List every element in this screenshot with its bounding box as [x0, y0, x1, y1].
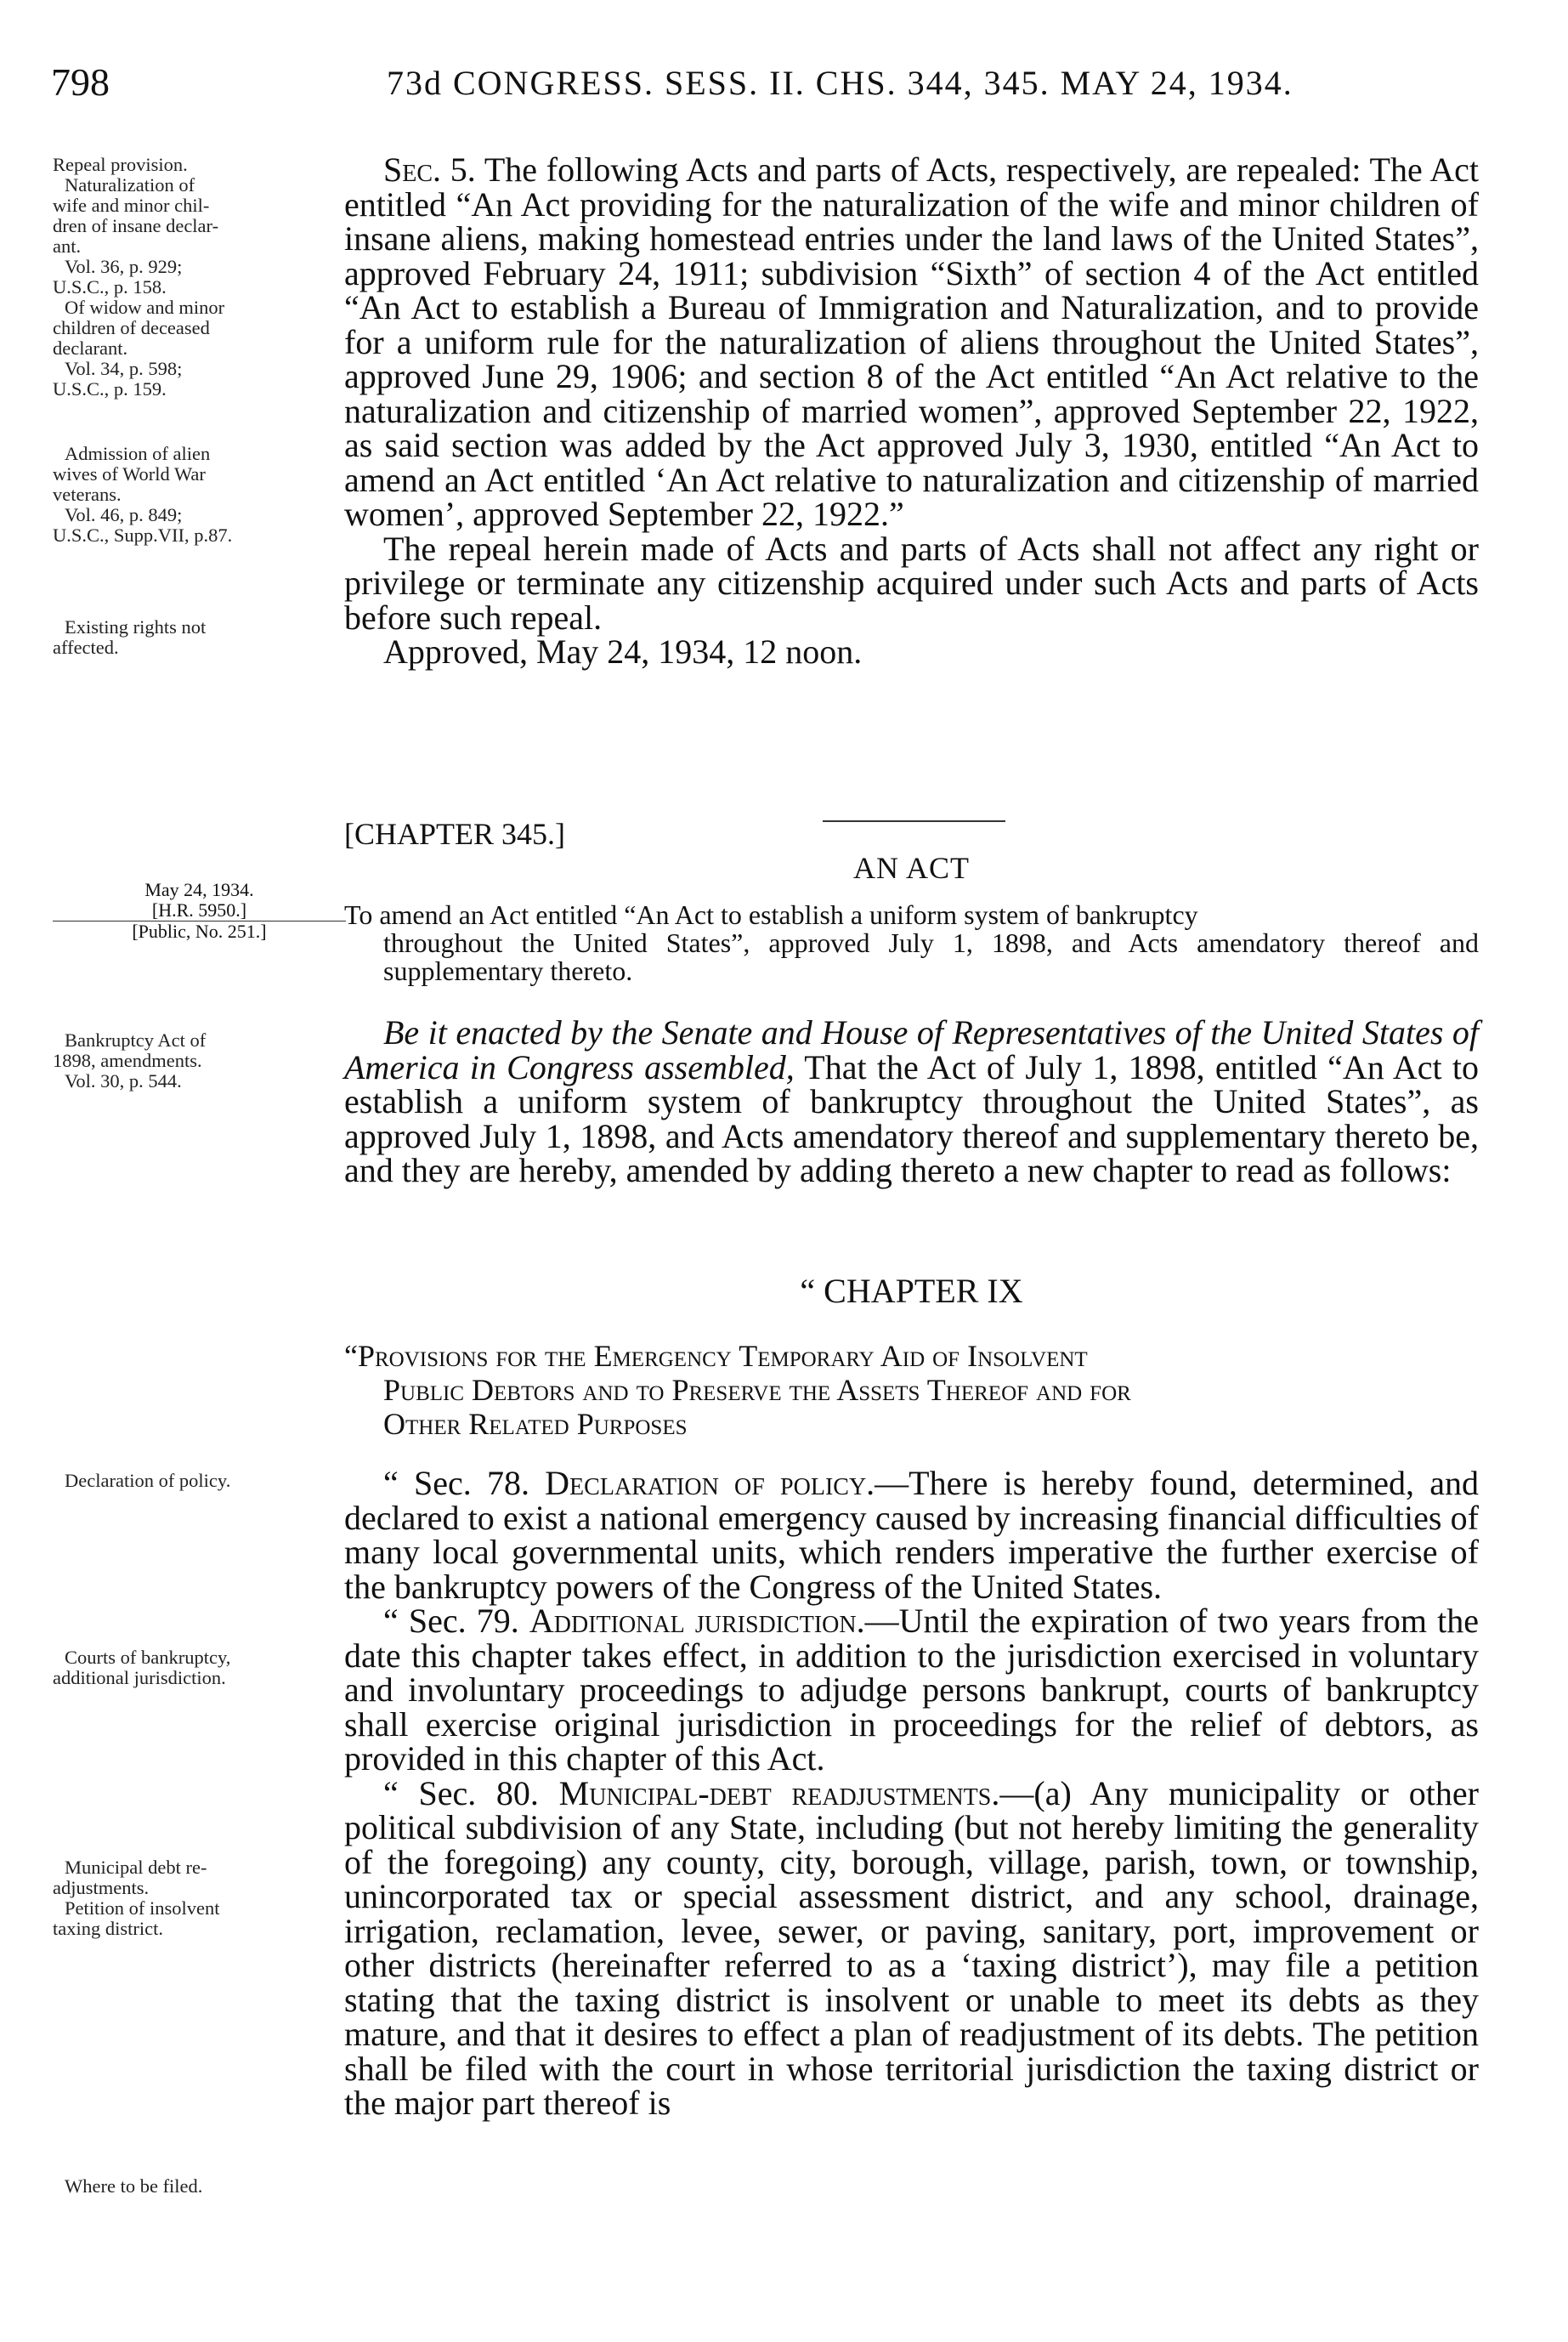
pub-hr-number: [H.R. 5950.] [53, 900, 346, 921]
margin-note-line: Where to be filed. [65, 2175, 203, 2197]
margin-note-line: affected. [53, 637, 119, 658]
margin-note-line: Repeal provision. [53, 154, 188, 175]
margin-note-line: wives of World War [53, 463, 206, 485]
margin-note-line: taxing district. [53, 1918, 163, 1939]
enacting-text: That the Act of July 1, 1898, entitled “An Act to establish a uniform system of bankruptcy throughout the United States”, as approved July 1, 1898, and Acts amendatory thereof and supplementary thereto be, and they are hereby, amended by adding thereto a new chapter to read as follows: [344, 1047, 1479, 1189]
margin-notes-policy [53, 1471, 346, 1491]
publication-info [53, 880, 346, 942]
margin-note-line: Courts of bankruptcy, [65, 1647, 231, 1668]
chapter-ix-title-line-3: Other Related Purposes [383, 1407, 688, 1441]
margin-note-line: Vol. 46, p. 849; [65, 504, 183, 525]
margin-notes-repeal [53, 155, 346, 400]
chapter-label: [CHAPTER 345.] [344, 817, 565, 851]
margin-notes-existing [53, 617, 346, 658]
margin-note-line: Of widow and minor [65, 297, 225, 318]
section-body: The following Acts and parts of Acts, respectively, are repealed: The Act entitled “An Act providing for the naturalization of the wife and minor children of insane aliens, making homestead entries under the land laws of the United States”, approved February 24, 1911; subdivision “Sixth” of section 4 of the Act entitled “An Act to establish a Bureau of Immigration and Naturalization, and to provide for a uniform rule for the naturalization of aliens throughout the United States”, approved June 29, 1906; and section 8 of the Act entitled “An Act relative to the naturalization and citizenship of married women”, approved September 22, 1922, as said section was added by the Act approved July 3, 1930, entitled “An Act to amend an Act entitled ‘An Act relative to naturalization and citizenship of married women’, approved September 22, 1922.” [344, 150, 1480, 533]
section-79-title: Additional jurisdiction. [529, 1602, 865, 1640]
margin-note-line: Declaration of policy. [65, 1470, 231, 1491]
chapter-ix-title-line-1: “Provisions for the Emergency Temporary Aid of Insolvent [344, 1339, 1088, 1373]
section-78 [344, 1466, 1479, 1604]
section-79-body: —Until the expiration of two years from the date this chapter takes effect, in addition to the jurisdiction exercised in voluntary and involuntary proceedings to adjudge persons bankrupt, courts of bankruptcy shall exercise original jurisdiction in proceedings for the relief of debtors, as provided in this chapter of this Act. [344, 1602, 1480, 1778]
margin-notes-where [53, 2176, 346, 2197]
enacting-formula: Be it enacted by the Senate and House of Representatives of the United States of America in Congress assembled, [344, 1013, 1479, 1086]
page-number: 798 [51, 60, 110, 104]
margin-note-line: Admission of alien [65, 443, 211, 464]
section-78-body: —There is hereby found, determined, and declared to exist a national emergency caused by increasing financial difficulties of many local governmental units, which renders imperative the further exercise of the bankruptcy powers of the Congress of the United States. [344, 1464, 1480, 1606]
chapter-ix-title [344, 1339, 1479, 1441]
margin-notes-veterans [53, 444, 346, 546]
margin-note-line: U.S.C., p. 159. [53, 378, 167, 400]
running-head: 73d CONGRESS. SESS. II. CHS. 344, 345. MAY 24, 1934. [387, 64, 1293, 102]
margin-note-line: ant. [53, 235, 82, 257]
margin-note-line: U.S.C., Supp.VII, p.87. [53, 525, 233, 546]
chapter-ix-heading: “ CHAPTER IX [800, 1272, 1023, 1310]
act-title-line-1: To amend an Act entitled “An Act to establish a uniform system of bankruptcy [344, 899, 1198, 930]
margin-note-line: Vol. 34, p. 598; [65, 358, 183, 379]
pub-date: May 24, 1934. [144, 879, 254, 900]
section-80-body: —(a) Any municipality or other political subdivision of any State, including (but not hereby limiting the generality of the foregoing) any county, city, borough, village, parish, town, or township, unincorporated tax or special assessment district, and any school, drainage, irrigation, reclamation, levee, sewer, or paving, sanitary, port, improvement or other districts (hereinafter referred to as a ‘taxing district’), may file a petition stating that the taxing district is insolvent or unable to meet its debts as they mature, and that it desires to effect a plan of readjustment of its debts. The petition shall be filed with the court in whose territorial jurisdiction the taxing district or the major part thereof is [344, 1773, 1479, 2122]
margin-notes-municipal [53, 1857, 346, 1939]
margin-note-line: Naturalization of [65, 174, 195, 196]
section-5 [344, 150, 1480, 671]
section-80-title: Municipal-debt readjustments. [558, 1773, 1000, 1812]
repeal-paragraph: The repeal herein made of Acts and parts of Acts shall not affect any right or privilege or terminate any citizenship acquired under such Acts and parts of Acts before such repeal. [344, 529, 1479, 637]
margin-note-line: additional jurisdiction. [53, 1667, 226, 1688]
margin-note-line: Vol. 30, p. 544. [65, 1070, 182, 1092]
margin-note-line: wife and minor chil- [53, 195, 210, 216]
margin-notes-courts [53, 1647, 346, 1688]
margin-note-line: declarant. [53, 337, 128, 359]
margin-note-line: Vol. 36, p. 929; [65, 256, 183, 277]
section-heading: Sec. 5. [383, 150, 476, 189]
margin-note-line: dren of insane declar- [53, 215, 219, 236]
margin-note-line: veterans. [53, 484, 122, 505]
margin-note-line: children of deceased [53, 317, 210, 338]
margin-note-line: U.S.C., p. 158. [53, 276, 167, 298]
margin-note-line: 1898, amendments. [53, 1050, 202, 1071]
margin-note-line: adjustments. [53, 1877, 150, 1898]
act-title [344, 901, 1479, 985]
section-78-title: Declaration of policy. [545, 1464, 875, 1502]
section-79-lead: “ Sec. 79. [383, 1602, 519, 1640]
pub-public-number: [Public, No. 251.] [132, 921, 267, 942]
chapter-ix-title-line-2: Public Debtors and to Preserve the Assets Thereof and for [383, 1373, 1131, 1407]
section-80 [344, 1773, 1479, 2122]
section-78-lead: “ Sec. 78. [383, 1464, 529, 1502]
act-title-line-2: throughout the United States”, approved July 1, 1898, and Acts amendatory thereof and supplementary thereto. [383, 927, 1479, 986]
approval-line: Approved, May 24, 1934, 12 noon. [383, 632, 863, 671]
section-80-lead: “ Sec. 80. [383, 1773, 539, 1812]
margin-note-line: Existing rights not [65, 616, 207, 638]
margin-note-line: Bankruptcy Act of [65, 1029, 207, 1051]
section-79 [344, 1604, 1479, 1777]
margin-note-line: Petition of insolvent [65, 1897, 220, 1919]
an-act-heading: AN ACT [852, 851, 970, 885]
sections-78-80 [344, 1466, 1479, 2121]
margin-notes-bankruptcy [53, 1030, 346, 1092]
divider-rule [823, 820, 1005, 822]
page-header [0, 60, 1568, 119]
margin-note-line: Municipal debt re- [65, 1857, 207, 1878]
enacting-clause [344, 1013, 1479, 1189]
